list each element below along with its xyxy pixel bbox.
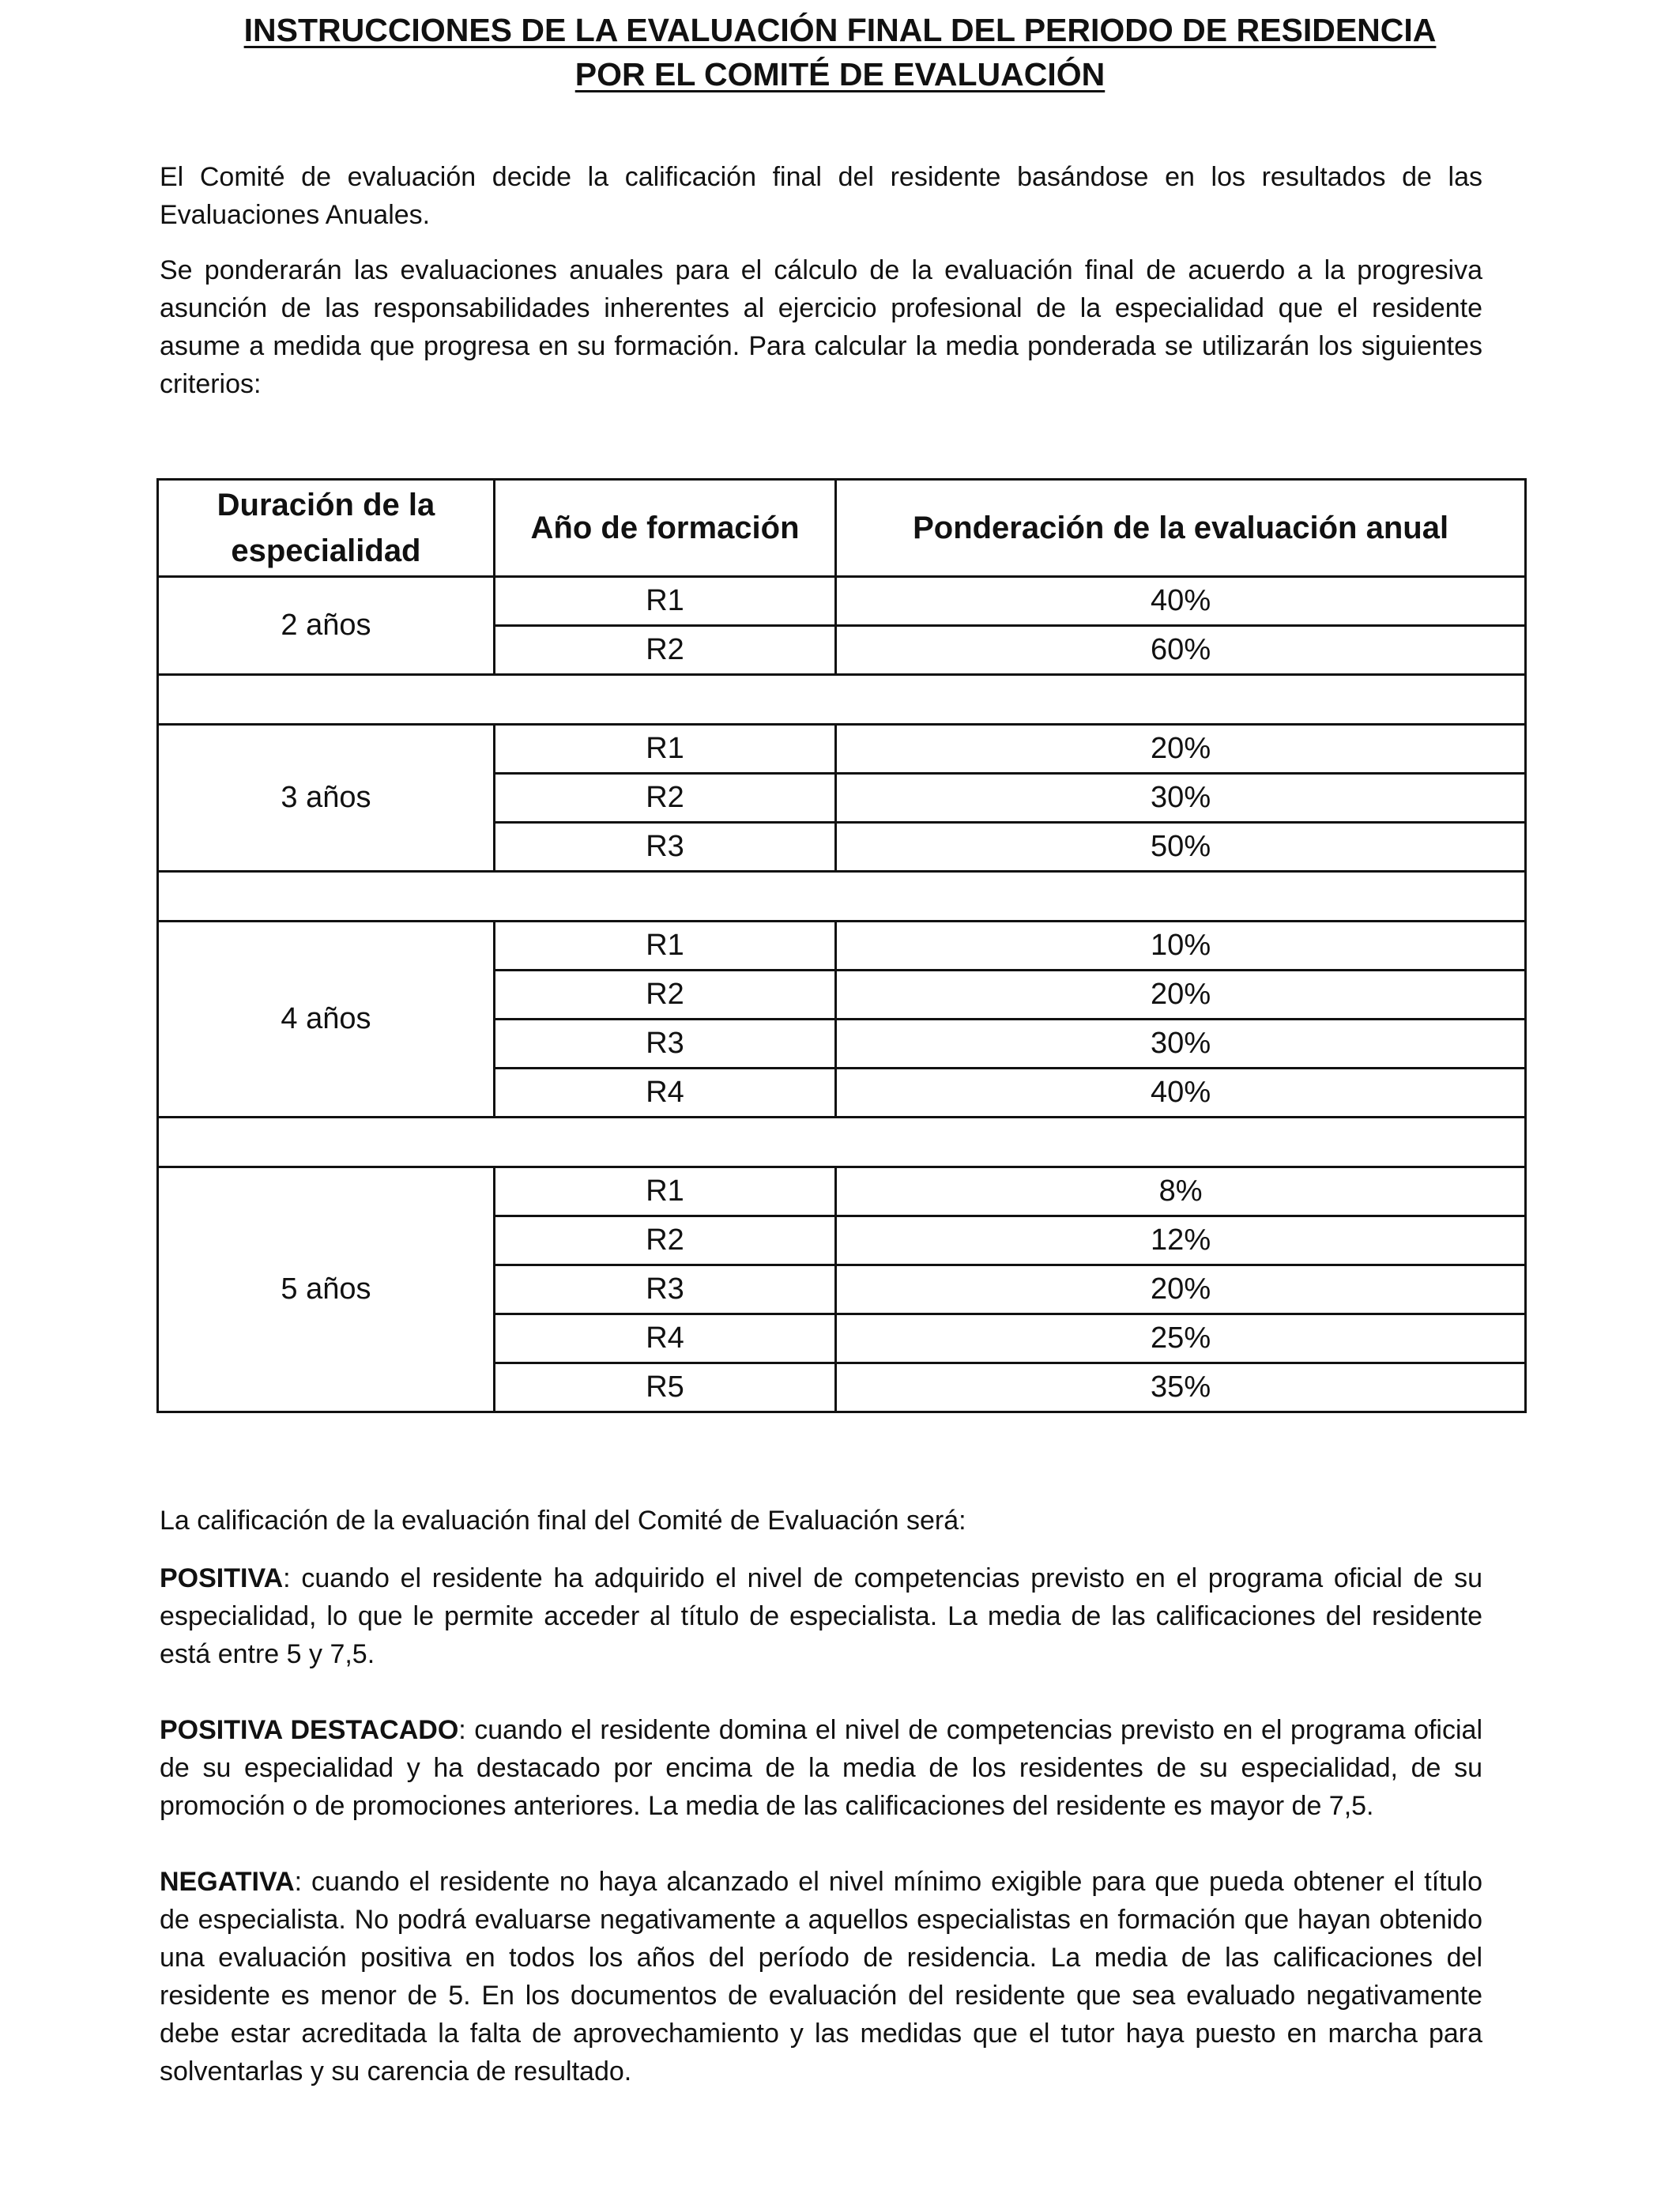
duration-cell: 5 años bbox=[158, 1167, 495, 1412]
weight-cell: 10% bbox=[836, 922, 1526, 971]
weight-cell: 60% bbox=[836, 626, 1526, 675]
spacer-row bbox=[158, 872, 1526, 922]
header-duration: Duración de la especialidad bbox=[158, 480, 495, 577]
year-cell: R3 bbox=[494, 823, 835, 872]
table-body bbox=[158, 577, 1526, 1412]
positiva-text: : cuando el residente ha adquirido el nivel de competencias previsto en el programa oficial de su especialidad, lo que le permite acceder al título de especialista. La media de las calificaciones del residente está entre 5 y 7,5. bbox=[160, 1563, 1482, 1669]
table-row bbox=[158, 922, 1526, 971]
weight-cell: 30% bbox=[836, 774, 1526, 823]
positiva-paragraph bbox=[160, 1559, 1482, 1673]
year-cell: R2 bbox=[494, 1216, 835, 1265]
negativa-paragraph bbox=[160, 1863, 1482, 2090]
header-year: Año de formación bbox=[494, 480, 835, 577]
destacado-text: : cuando el residente domina el nivel de competencias previsto en el programa oficial de su especialidad y ha destacado por encima de la media de los residentes de su especialidad, de su promoción o de promociones anteriores. La media de las calificaciones del residente es mayor de 7,5. bbox=[160, 1715, 1482, 1821]
destacado-paragraph bbox=[160, 1711, 1482, 1825]
year-cell: R1 bbox=[494, 725, 835, 774]
weight-cell: 20% bbox=[836, 1265, 1526, 1314]
table-row bbox=[158, 1167, 1526, 1216]
weight-cell: 40% bbox=[836, 577, 1526, 626]
intro-paragraph-1: El Comité de evaluación decide la calificación final del residente basándose en los resultados de las Evaluaciones Anuales. bbox=[160, 162, 1482, 230]
weight-cell: 35% bbox=[836, 1363, 1526, 1412]
negativa-label: NEGATIVA bbox=[160, 1867, 295, 1897]
negativa-text: : cuando el residente no haya alcanzado el nivel mínimo exigible para que pueda obtener el título de especialista. No podrá evaluarse negativamente a aquellos especialistas en formación que hayan obtenido una evaluación positiva en todos los años del período de residencia. La media de las calificaciones del residente es menor de 5. En los documentos de evaluación del residente que sea evaluado negativamente debe estar acreditada la falta de aprovechamiento y las medidas que el tutor haya puesto en marcha para solventarlas y su carencia de resultado. bbox=[160, 1867, 1482, 2087]
spacer-row bbox=[158, 675, 1526, 725]
document-title bbox=[0, 8, 1680, 96]
table-row bbox=[158, 577, 1526, 626]
weight-cell: 25% bbox=[836, 1314, 1526, 1363]
weight-cell: 40% bbox=[836, 1069, 1526, 1118]
year-cell: R3 bbox=[494, 1265, 835, 1314]
weight-cell: 20% bbox=[836, 971, 1526, 1020]
table-header-row bbox=[158, 480, 1526, 577]
year-cell: R2 bbox=[494, 774, 835, 823]
spacer-cell bbox=[158, 1118, 1526, 1167]
weighting-table bbox=[156, 478, 1527, 1413]
duration-cell: 2 años bbox=[158, 577, 495, 675]
title-line-1: INSTRUCCIONES DE LA EVALUACIÓN FINAL DEL PERIODO DE RESIDENCIA bbox=[243, 12, 1437, 48]
weight-cell: 20% bbox=[836, 725, 1526, 774]
final-lead: La calificación de la evaluación final del Comité de Evaluación será: bbox=[160, 1506, 966, 1536]
spacer-cell bbox=[158, 675, 1526, 725]
duration-cell: 3 años bbox=[158, 725, 495, 872]
title-line-2: POR EL COMITÉ DE EVALUACIÓN bbox=[574, 56, 1106, 92]
intro-paragraph-2: Se ponderarán las evaluaciones anuales para el cálculo de la evaluación final de acuerdo a la progresiva asunción de las responsabilidades inherentes al ejercicio profesional de la especialidad que el residente asume a medida que progresa en su formación. Para calcular la media ponderada se utilizarán los siguientes criterios: bbox=[160, 255, 1482, 399]
destacado-label: POSITIVA DESTACADO bbox=[160, 1715, 459, 1745]
weight-cell: 8% bbox=[836, 1167, 1526, 1216]
positiva-label: POSITIVA bbox=[160, 1563, 284, 1593]
year-cell: R5 bbox=[494, 1363, 835, 1412]
year-cell: R2 bbox=[494, 626, 835, 675]
year-cell: R3 bbox=[494, 1020, 835, 1069]
weight-cell: 30% bbox=[836, 1020, 1526, 1069]
weight-cell: 12% bbox=[836, 1216, 1526, 1265]
year-cell: R1 bbox=[494, 1167, 835, 1216]
year-cell: R2 bbox=[494, 971, 835, 1020]
year-cell: R1 bbox=[494, 922, 835, 971]
weight-cell: 50% bbox=[836, 823, 1526, 872]
year-cell: R4 bbox=[494, 1069, 835, 1118]
year-cell: R4 bbox=[494, 1314, 835, 1363]
table-row bbox=[158, 725, 1526, 774]
spacer-row bbox=[158, 1118, 1526, 1167]
spacer-cell bbox=[158, 872, 1526, 922]
duration-cell: 4 años bbox=[158, 922, 495, 1118]
year-cell: R1 bbox=[494, 577, 835, 626]
header-weight: Ponderación de la evaluación anual bbox=[836, 480, 1526, 577]
